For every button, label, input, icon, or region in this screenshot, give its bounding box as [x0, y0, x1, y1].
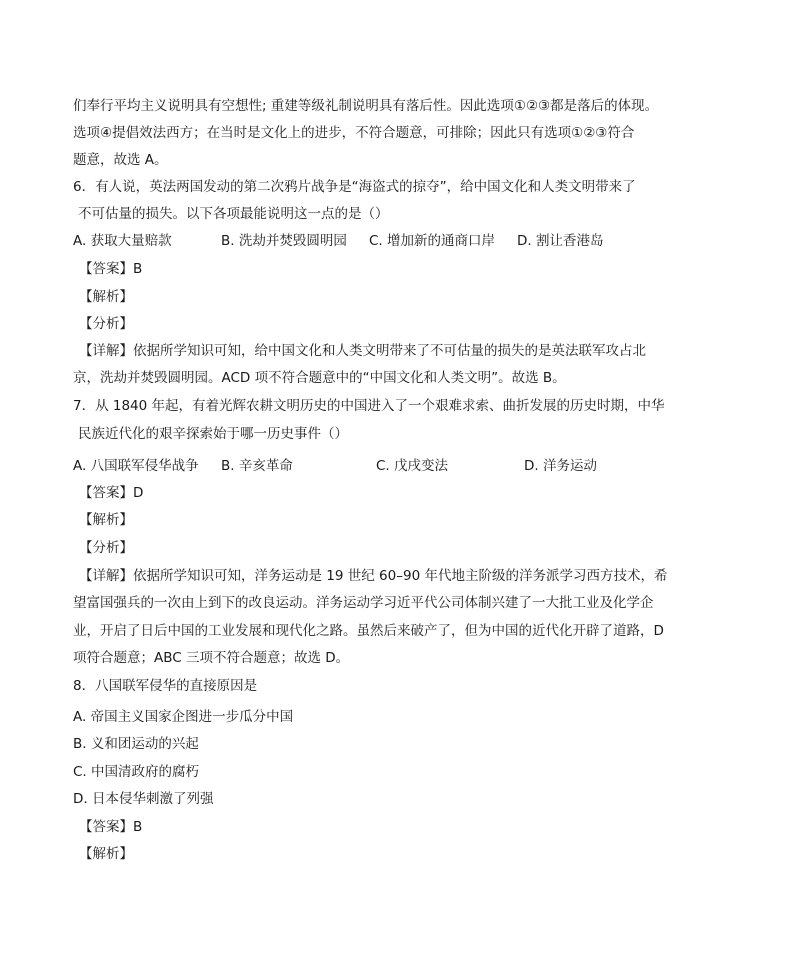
question-8-option-c: C. 中国清政府的腐朽 — [73, 764, 200, 780]
question-7-stem-line-1: 7．从 1840 年起，有着光辉农耕文明历史的中国进入了一个艰难求索、曲折发展的历史时期，中华 — [73, 398, 665, 414]
question-8-option-a: A. 帝国主义国家企图进一步瓜分中国 — [73, 709, 294, 725]
question-7-detail-line-4: 项符合题意；ABC 三项不符合题意；故选 D。 — [73, 650, 350, 666]
question-6-fenxi-tag: 【分析】 — [79, 316, 133, 332]
question-7-stem-line-2: 民族近代化的艰辛探索始于哪一历史事件（） — [78, 426, 348, 442]
question-7-option-b: B. 辛亥革命 — [221, 458, 293, 474]
question-6-option-a: A. 获取大量赔款 — [73, 233, 172, 249]
question-6-option-d: D. 割让香港岛 — [517, 233, 604, 249]
question-7-detail-line-3: 业，开启了日后中国的工业发展和现代化之路。虽然后来破产了，但为中国的近代化开辟了道路，D — [73, 623, 664, 639]
prev-explanation-line-3: 题意，故选 A。 — [73, 152, 168, 168]
question-6-option-b: B. 洗劫并焚毁圆明园 — [221, 233, 347, 249]
question-6-detail-line-1: 【详解】依据所学知识可知，给中国文化和人类文明带来了不可估量的损失的是英法联军攻占北 — [79, 343, 646, 359]
question-8-analysis-tag: 【解析】 — [79, 846, 133, 862]
question-8-answer: 【答案】B — [79, 819, 143, 835]
question-6-analysis-tag: 【解析】 — [79, 289, 133, 305]
question-6-stem-line-2: 不可估量的损失。以下各项最能说明这一点的是（） — [78, 206, 389, 222]
prev-explanation-line-1: 们奉行平均主义说明具有空想性; 重建等级礼制说明具有落后性。因此选项①②③都是落后的体现。 — [73, 98, 659, 114]
question-7-answer: 【答案】D — [79, 485, 144, 501]
question-7-fenxi-tag: 【分析】 — [79, 540, 133, 556]
question-6-option-c: C. 增加新的通商口岸 — [369, 233, 496, 249]
question-6-detail-line-2: 京，洗劫并焚毁圆明园。ACD 项不符合题意中的“中国文化和人类文明”。故选 B。 — [73, 370, 566, 386]
question-7-option-d: D. 洋务运动 — [524, 458, 597, 474]
question-7-option-c: C. 戊戌变法 — [376, 458, 449, 474]
question-7-detail-line-1: 【详解】依据所学知识可知，洋务运动是 19 世纪 60–90 年代地主阶级的洋务派学习西方技术，希 — [79, 568, 668, 584]
question-7-analysis-tag: 【解析】 — [79, 512, 133, 528]
question-8-option-b: B. 义和团运动的兴起 — [73, 736, 199, 752]
question-7-detail-line-2: 望富国强兵的一次由上到下的改良运动。洋务运动学习近平代公司体制兴建了一大批工业及化学企 — [73, 595, 654, 611]
question-7-option-a: A. 八国联军侵华战争 — [73, 458, 199, 474]
question-8-option-d: D. 日本侵华刺激了列强 — [73, 791, 214, 807]
question-8-stem: 8．八国联军侵华的直接原因是 — [73, 678, 258, 694]
question-6-stem-line-1: 6．有人说，英法两国发动的第二次鸦片战争是“海盗式的掠夺”，给中国文化和人类文明带来了 — [73, 179, 636, 195]
question-6-answer: 【答案】B — [79, 261, 143, 277]
prev-explanation-line-2: 选项④提倡效法西方；在当时是文化上的进步，不符合题意，可排除；因此只有选项①②③符合 — [73, 125, 635, 141]
